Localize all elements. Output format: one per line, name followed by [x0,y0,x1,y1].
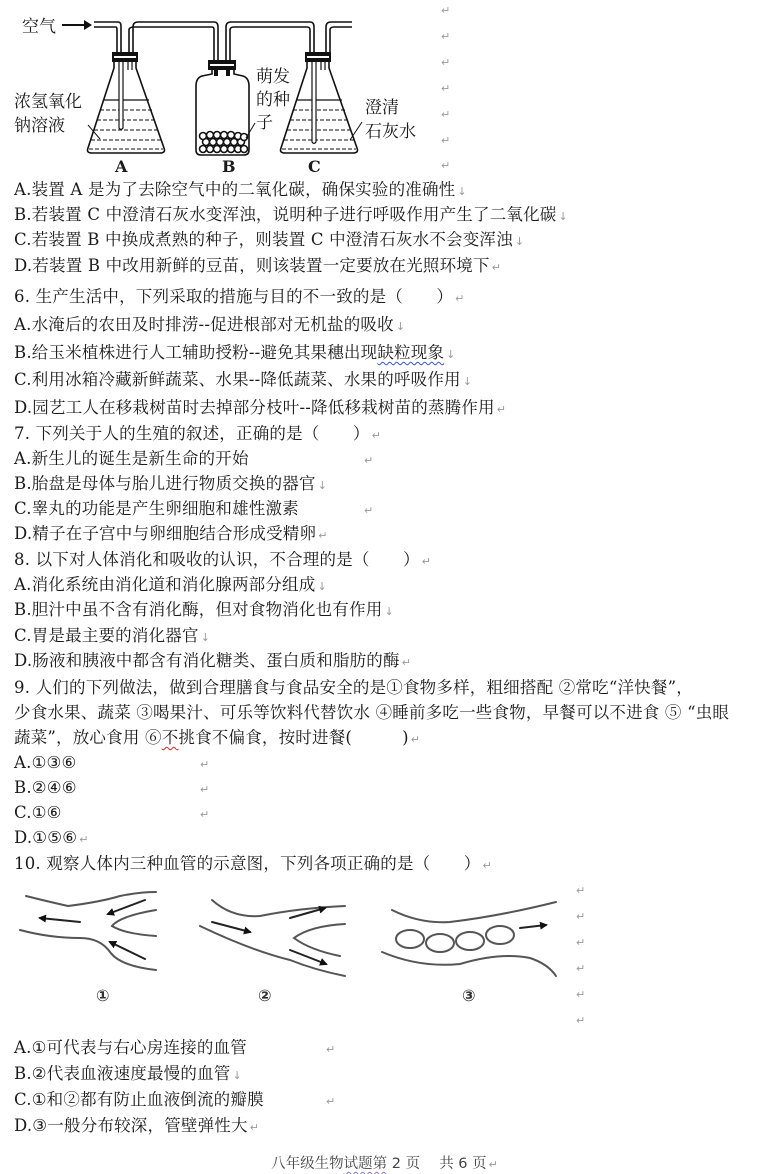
option-text: ①可代表与右心房连接的血管 [31,1038,247,1057]
q9-stem-line1 [14,675,693,700]
device-letter-c: C [308,157,321,176]
line-break-mark: ↓ [317,580,327,593]
air-label: 空气 [22,17,56,37]
flask-c-label-line2: 石灰水 [365,122,416,142]
paragraph-mark: ↵ [488,1158,498,1171]
question-stem: 9. 人们的下列做法，做到合理膳食与食品安全的是①食物多样，粗细搭配 ②常吃“洋快餐”， [14,678,693,697]
option-letter: C. [14,803,32,822]
option-letter: B. [14,1064,32,1083]
q7-option-b [14,471,327,498]
option-text: 睾丸的功能是产生卵细胞和雄性激素 [31,499,299,518]
paragraph-mark: ↵ [410,733,421,746]
q10-option-c [14,1087,264,1112]
paragraph-mark: ↵ [401,656,412,669]
option-letter: A. [14,449,32,468]
option-text: 若装置 B 中换成煮熟的种子，则装置 C 中澄清石灰水不会变浑浊 [31,230,513,249]
flask-c-label-line1: 澄清 [365,98,399,118]
q8-option-c [14,623,210,650]
paragraph-mark: ↵ [421,555,432,568]
question-stem: 10. 观察人体内三种血管的示意图，下列各项正确的是（ ） [14,854,481,873]
jar-b-label-line2: 的种 [256,90,290,110]
option-letter: C. [14,1090,32,1109]
line-break-mark: ↓ [457,185,467,198]
paragraph-mark: ↵ [576,936,586,949]
q9-stem-line3 [14,725,420,752]
vessel-2-label: ② [258,986,272,1005]
paragraph-mark: ↵ [491,261,502,274]
line-break-mark: ↓ [446,348,456,361]
paragraph-mark: ↵ [441,4,451,17]
paragraph-mark: ↵ [364,504,374,517]
jar-b-label-line1: 萌发 [256,67,290,87]
paragraph-mark: ↵ [441,30,451,43]
option-text: 若装置 B 中改用新鲜的豆苗，则该装置一定要放在光照环境下 [32,256,490,275]
q9-option-d [14,825,89,852]
jar-b-label [256,66,290,135]
option-text: ③一般分布较深，管壁弹性大 [32,1116,248,1135]
paragraph-mark: ↵ [249,1121,260,1134]
option-letter: D. [14,1116,33,1135]
flask-c-label [365,96,416,144]
option-letter: C. [14,230,32,249]
paragraph-mark: ↵ [496,403,507,416]
q9-stem-line2 [14,700,729,725]
q10-option-b [14,1061,242,1088]
option-text: 胎盘是母体与胎儿进行物质交换的器官 [31,474,316,493]
paragraph-mark: ↵ [200,808,210,821]
option-text: 园艺工人在移栽树苗时去掉部分枝叶--降低移栽树苗的蒸腾作用 [32,398,495,417]
line-break-mark: ↓ [384,605,394,618]
q5-option-d [14,253,501,280]
q6-stem [14,284,465,311]
line-break-mark: ↓ [558,210,568,223]
option-text: 肠液和胰液中都含有消化糖类、蛋白质和脂肪的酶 [32,651,400,670]
option-text: ①③⑥ [31,753,77,772]
option-letter: C. [14,499,32,518]
paragraph-mark: ↵ [318,529,328,542]
q6-option-a [14,312,405,339]
footer-text: 八年级生物 [271,1156,344,1172]
device-letter-b: B [222,157,236,176]
footer-page-info: 2 页 共 6 页 [387,1156,487,1172]
grammar-flagged-text[interactable]: 缺粒现象 [377,343,445,362]
paragraph-mark: ↵ [441,82,451,95]
question-stem: 挑食不偏食，按时进餐( ) [178,728,409,747]
option-text: 精子在子宫中与卵细胞结合形成受精卵 [32,524,317,543]
grammar-flagged-text[interactable]: 试题第 [343,1156,388,1172]
option-letter: B. [14,474,32,493]
q10-option-a [14,1035,247,1060]
option-text: ②代表血液速度最慢的血管 [31,1064,231,1083]
option-letter: B. [14,343,32,362]
option-text: 胃是最主要的消化器官 [31,626,199,645]
q6-option-d [14,395,506,422]
option-text: ①和②都有防止血液倒流的瓣膜 [31,1090,264,1109]
option-letter: A. [14,575,32,594]
option-letter: D. [14,256,33,275]
option-letter: A. [14,180,32,199]
q9-option-c [14,800,62,825]
line-break-mark: ↓ [232,1069,242,1082]
q5-option-a [14,177,467,204]
q7-stem [14,421,381,448]
paragraph-mark: ↵ [371,429,382,442]
option-letter: B. [14,778,32,797]
option-letter: D. [14,828,33,847]
paragraph-mark: ↵ [441,159,451,172]
question-stem: 7. 下列关于人的生殖的叙述，正确的是（ ） [14,424,370,443]
question-stem: 6. 生产生活中，下列采取的措施与目的不一致的是（ ） [14,287,454,306]
option-letter: A. [14,315,32,334]
vessel-3-label: ③ [462,986,476,1005]
paragraph-mark: ↵ [441,108,451,121]
paragraph-mark: ↵ [576,988,586,1001]
option-text: ①⑥ [31,803,62,822]
paragraph-mark: ↵ [576,910,586,923]
apparatus-diagram [0,0,440,178]
paragraph-mark: ↵ [576,1014,586,1027]
flask-a-label-line2: 钠溶液 [14,116,65,136]
option-text: 新生儿的诞生是新生命的开始 [31,449,249,468]
option-letter: D. [14,651,33,670]
respiration-apparatus-figure [0,0,440,178]
q9-option-a [14,750,77,775]
q5-option-b [14,202,568,229]
page-footer [0,1152,769,1173]
option-text: 若装置 C 中澄清石灰水变浑浊，说明种子进行呼吸作用产生了二氧化碳 [31,205,557,224]
option-text: 水淹后的农田及时排涝--促进根部对无机盐的吸收 [31,315,394,334]
paragraph-mark: ↵ [200,783,210,796]
flask-a-label [14,90,82,138]
option-letter: C. [14,626,32,645]
option-text: 装置 A 是为了去除空气中的二氧化碳，确保实验的准确性 [31,180,456,199]
option-letter: B. [14,600,32,619]
q6-option-c [14,367,472,394]
blood-vessel-diagram [0,880,580,1030]
q7-option-c [14,496,299,521]
q10-stem [14,851,492,878]
q9-option-b [14,775,77,800]
option-text: ①⑤⑥ [32,828,78,847]
spelling-flagged-text[interactable]: 不 [161,728,179,747]
option-letter: B. [14,205,32,224]
paragraph-mark: ↵ [455,292,465,305]
line-break-mark: ↓ [317,479,328,492]
paragraph-mark: ↵ [326,1095,336,1108]
option-letter: C. [14,370,32,389]
q8-option-d [14,648,411,675]
jar-b-label-line3: 子 [256,113,273,133]
paragraph-mark: ↵ [441,56,451,69]
line-break-mark: ↓ [462,375,473,388]
q6-option-b [14,340,456,367]
option-text: ②④⑥ [31,778,77,797]
line-break-mark: ↓ [395,320,406,333]
q7-option-d [14,521,328,548]
option-text: 胆汁中虽不含有消化酶，但对食物消化也有作用 [31,600,383,619]
q5-option-c [14,227,524,254]
vessel-1-label: ① [96,986,110,1005]
question-stem: 少食水果、蔬菜 ③喝果汁、可乐等饮料代替饮水 ④睡前多吃一些食物，早餐可以不进食 ⑤ “虫眼 [14,703,730,722]
paragraph-mark: ↵ [576,884,586,897]
q10-option-d [14,1113,259,1140]
paragraph-mark: ↵ [79,833,89,846]
option-text: 消化系统由消化道和消化腺两部分组成 [31,575,316,594]
line-break-mark: ↓ [200,631,211,644]
paragraph-mark: ↵ [576,962,586,975]
option-text: 利用冰箱冷藏新鲜蔬菜、水果--降低蔬菜、水果的呼吸作用 [31,370,461,389]
option-letter: A. [14,753,32,772]
option-letter: A. [14,1038,32,1057]
flask-a-label-line1: 浓氢氧化 [14,92,82,112]
paragraph-mark: ↵ [326,1043,336,1056]
question-stem: 蔬菜”，放心食用 ⑥ [14,728,162,747]
option-letter: D. [14,398,33,417]
paragraph-mark: ↵ [200,758,210,771]
q7-option-a [14,446,249,471]
option-text: 给玉米植株进行人工辅助授粉--避免其果穗出现 [31,343,378,362]
q8-stem [14,547,431,574]
option-letter: D. [14,524,33,543]
line-break-mark: ↓ [514,235,525,248]
question-stem: 8. 以下对人体消化和吸收的认识，不合理的是（ ） [14,550,420,569]
paragraph-mark: ↵ [364,454,374,467]
device-letter-a: A [115,157,128,176]
q8-option-a [14,572,327,599]
paragraph-mark: ↵ [441,134,451,147]
blood-vessel-figure [0,880,580,1030]
q8-option-b [14,597,394,624]
paragraph-mark: ↵ [482,859,492,872]
